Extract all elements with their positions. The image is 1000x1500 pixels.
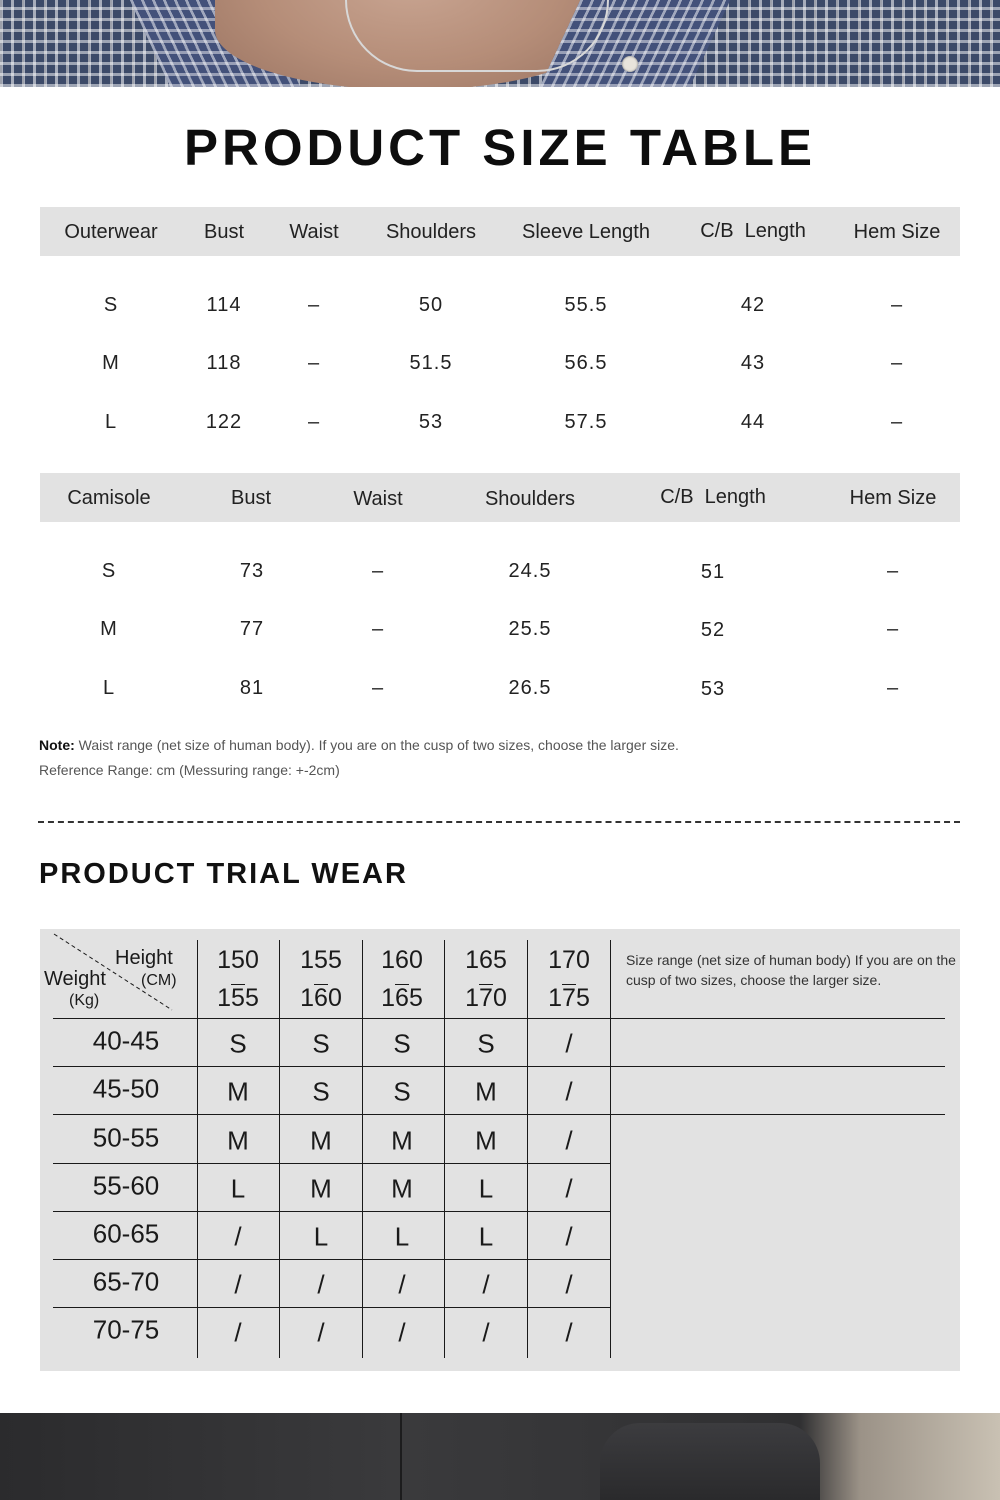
measurement-value: – [307, 294, 321, 316]
size-label: S [103, 294, 119, 316]
height-range-end: 155 [217, 984, 259, 1012]
recommended-size: / [317, 1317, 325, 1348]
recommended-size: / [234, 1317, 242, 1348]
recommended-size: S [312, 1076, 330, 1107]
grid-horizontal-line [53, 1211, 610, 1212]
camisole-header-cell: Waist [353, 488, 403, 510]
recommended-size: / [482, 1269, 490, 1300]
measurement-value: 53 [418, 411, 444, 433]
height-range-start: 165 [465, 946, 507, 974]
size-label: M [102, 352, 120, 374]
recommended-size: L [230, 1173, 246, 1204]
reference-range-note: Reference Range: cm (Messuring range: +-2cm) [39, 762, 340, 778]
weight-range-label: 70-75 [92, 1314, 160, 1345]
trial-side-note: Size range (net size of human body) If you are on the cusp of two sizes, choose the larger size. [626, 952, 956, 988]
outerwear-header-cell: Waist [289, 221, 339, 243]
height-range-end: 175 [548, 984, 590, 1012]
measurement-value: 52 [700, 619, 726, 641]
measurement-value: – [371, 560, 385, 582]
size-label: L [102, 677, 116, 699]
grid-vertical-line [279, 940, 280, 1358]
recommended-size: / [565, 1028, 573, 1059]
weight-range-label: 50-55 [92, 1122, 160, 1153]
recommended-size: L [478, 1173, 494, 1204]
model-photo-top [0, 0, 1000, 87]
weight-unit-label: (Kg) [69, 992, 100, 1009]
measurement-value: 24.5 [508, 560, 552, 582]
outerwear-header-bar [40, 207, 960, 256]
camisole-header-cell: Shoulders [484, 488, 576, 510]
grid-vertical-line [362, 940, 363, 1358]
size-label: M [100, 618, 118, 640]
camisole-header-cell: Camisole [67, 487, 151, 509]
grid-horizontal-line [53, 1163, 610, 1164]
weight-range-label: 65-70 [92, 1266, 160, 1297]
recommended-size: S [477, 1028, 495, 1059]
measurement-value: 26.5 [508, 677, 552, 699]
recommended-size: / [482, 1317, 490, 1348]
recommended-size: M [310, 1173, 332, 1204]
height-range-end: 165 [381, 984, 423, 1012]
measurement-value: 81 [239, 677, 265, 699]
measurement-value: – [371, 618, 385, 640]
outerwear-header-cell: Outerwear [64, 221, 158, 243]
measurement-value: – [307, 411, 321, 433]
measurement-value: 25.5 [508, 618, 552, 640]
note-text: Waist range (net size of human body). If you are on the cusp of two sizes, choose the larger size. [74, 737, 679, 753]
recommended-size: M [391, 1125, 413, 1156]
height-range-start: 150 [217, 946, 259, 974]
recommended-size: S [229, 1028, 247, 1059]
measurement-value: 77 [239, 618, 265, 640]
size-label: L [104, 411, 118, 433]
height-range-end: 160 [300, 984, 342, 1012]
measurement-value: 44 [740, 411, 766, 433]
measurement-value: 55.5 [564, 294, 608, 316]
measurement-value: 122 [205, 411, 243, 433]
measurement-value: 73 [239, 560, 265, 582]
weight-range-label: 40-45 [92, 1025, 160, 1056]
weight-axis-label: Weight [44, 968, 106, 990]
recommended-size: / [317, 1269, 325, 1300]
measurement-value: 51 [700, 561, 726, 583]
note-label: Note: [39, 737, 75, 753]
grid-vertical-line [527, 940, 528, 1358]
grid-vertical-line [610, 940, 611, 1358]
trial-wear-title: PRODUCT TRIAL WEAR [39, 858, 408, 890]
height-range-start: 155 [300, 946, 342, 974]
measurement-value: 42 [740, 294, 766, 316]
recommended-size: / [565, 1125, 573, 1156]
page-title: PRODUCT SIZE TABLE [183, 119, 817, 176]
recommended-size: / [565, 1221, 573, 1252]
recommended-size: M [475, 1076, 497, 1107]
measurement-value: – [886, 677, 900, 699]
camisole-header-cell: C/B Length [660, 486, 766, 508]
measurement-value: 43 [740, 352, 766, 374]
size-label: S [101, 560, 117, 582]
necklace-chain [345, 0, 609, 72]
recommended-size: M [391, 1173, 413, 1204]
measurement-value: – [890, 294, 904, 316]
recommended-size: / [565, 1173, 573, 1204]
grid-horizontal-line [53, 1114, 945, 1115]
grid-horizontal-line [53, 1307, 610, 1308]
measurement-value: 118 [206, 352, 242, 374]
grid-horizontal-line [53, 1018, 945, 1019]
shirt-button [622, 56, 638, 72]
measurement-value: – [890, 411, 904, 433]
recommended-size: L [478, 1221, 494, 1252]
recommended-size: L [394, 1221, 410, 1252]
jacket-seam [400, 1413, 402, 1500]
recommended-size: L [313, 1221, 329, 1252]
outerwear-header-cell: C/B Length [700, 220, 806, 242]
model-photo-bottom [0, 1413, 1000, 1500]
outerwear-header-cell: Hem Size [853, 221, 941, 243]
camisole-header-cell: Bust [230, 487, 272, 509]
recommended-size: / [398, 1317, 406, 1348]
section-divider [38, 821, 960, 823]
recommended-size: M [475, 1125, 497, 1156]
recommended-size: M [310, 1125, 332, 1156]
recommended-size: / [234, 1221, 242, 1252]
measurement-value: – [886, 618, 900, 640]
camisole-header-cell: Hem Size [849, 487, 937, 509]
measurement-value: – [890, 352, 904, 374]
measurement-value: 114 [206, 294, 242, 316]
height-range-end: 170 [465, 984, 507, 1012]
measurement-value: – [371, 677, 385, 699]
measurement-value: 51.5 [409, 352, 453, 374]
grid-horizontal-line [53, 1259, 610, 1260]
outerwear-header-cell: Bust [203, 221, 245, 243]
weight-range-label: 60-65 [92, 1218, 160, 1249]
height-range-start: 160 [381, 946, 423, 974]
measurement-value: 56.5 [564, 352, 608, 374]
size-note [39, 737, 679, 753]
recommended-size: S [393, 1028, 411, 1059]
measurement-value: 53 [700, 678, 726, 700]
measurement-value: – [307, 352, 321, 374]
measurement-value: 57.5 [564, 411, 608, 433]
grid-vertical-line [444, 940, 445, 1358]
height-range-start: 170 [548, 946, 590, 974]
measurement-value: – [886, 560, 900, 582]
recommended-size: S [312, 1028, 330, 1059]
recommended-size: S [393, 1076, 411, 1107]
grid-horizontal-line [53, 1066, 945, 1067]
recommended-size: / [398, 1269, 406, 1300]
height-unit-label: (CM) [141, 972, 177, 989]
recommended-size: / [234, 1269, 242, 1300]
outerwear-header-cell: Sleeve Length [522, 221, 650, 243]
weight-range-label: 55-60 [92, 1170, 160, 1201]
recommended-size: / [565, 1317, 573, 1348]
measurement-value: 50 [418, 294, 444, 316]
recommended-size: / [565, 1076, 573, 1107]
height-axis-label: Height [115, 947, 173, 969]
grid-vertical-line [197, 940, 198, 1358]
recommended-size: M [227, 1076, 249, 1107]
recommended-size: M [227, 1125, 249, 1156]
weight-range-label: 45-50 [92, 1073, 160, 1104]
recommended-size: / [565, 1269, 573, 1300]
jacket-fold [600, 1423, 820, 1500]
outerwear-header-cell: Shoulders [385, 221, 477, 243]
